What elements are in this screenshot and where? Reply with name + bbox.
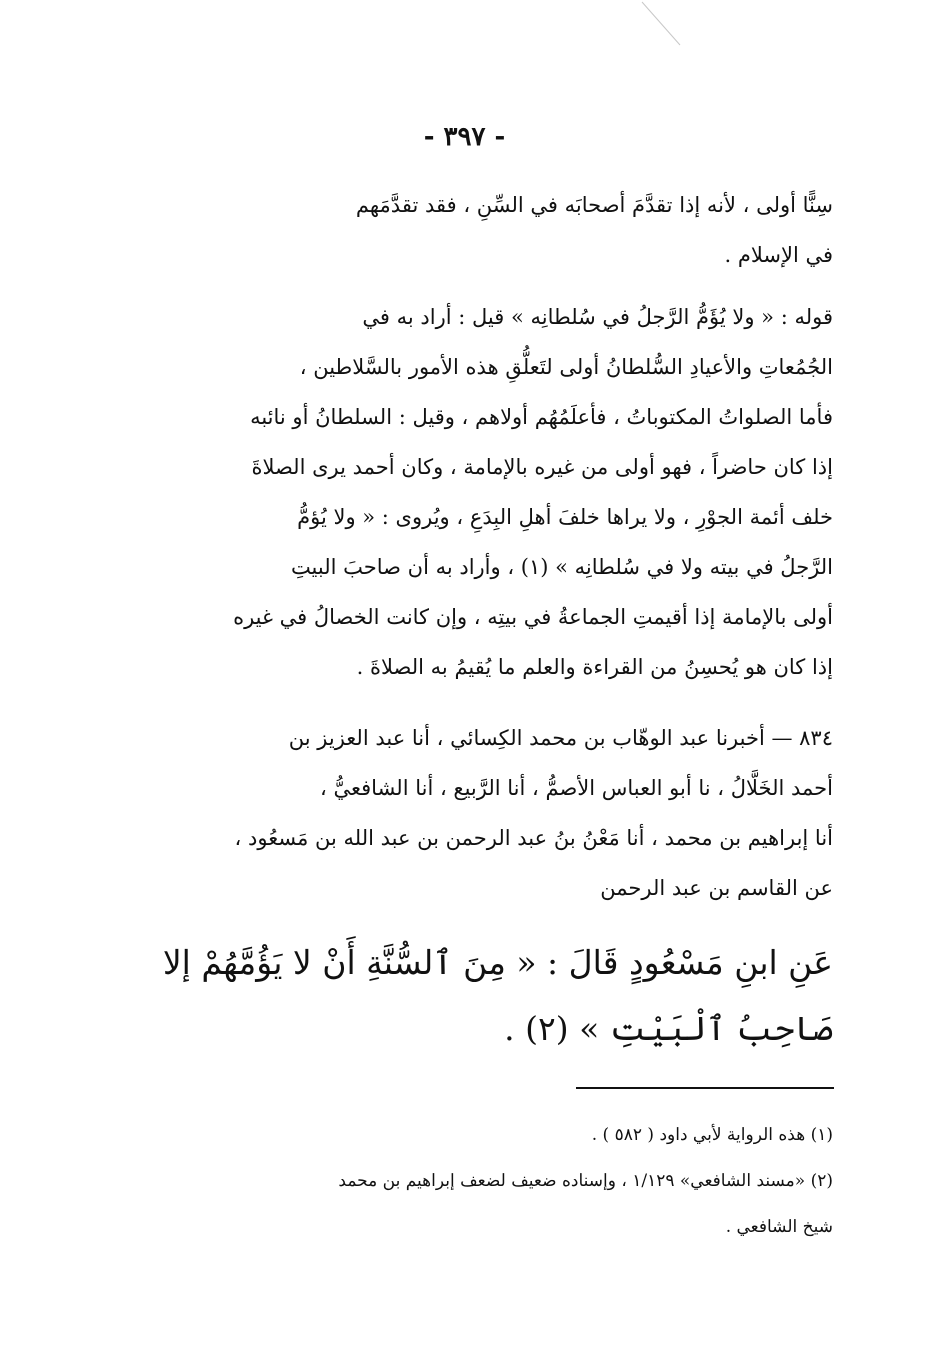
footnotes xyxy=(93,1112,833,1250)
text-line: الرَّجلُ في بيته ولا في سُلطانِه » (١) ، وأراد به أن صاحبَ البيتِ xyxy=(290,555,833,579)
text-line: أنا إبراهيم بن محمد ، أنا مَعْنُ بنُ عبد الرحمن بن عبد الله بن مَسعُود ، xyxy=(234,826,833,850)
footnote-line: شيخ الشافعي . xyxy=(725,1217,833,1237)
hadith-text xyxy=(93,930,833,1062)
footnote-divider xyxy=(576,1087,834,1089)
text-line: ٨٣٤ — أخبرنا عبد الوهّاب بن محمد الكِسائي ، أنا عبد العزيز بن xyxy=(288,726,833,750)
text-line: في الإسلام . xyxy=(724,243,833,267)
paragraph-1 xyxy=(93,180,833,280)
hadith-line: صَاحِبُ ٱلْبَيْتِ » (٢) . xyxy=(504,1009,833,1048)
paragraph-isnad xyxy=(93,713,833,913)
text-line: إذا كان هو يُحسِنُ من القراءة والعلم ما يُقيمُ به الصلاةَ . xyxy=(356,655,833,679)
text-line: خلف أئمة الجوْرِ ، ولا يراها خلفَ أهلِ البِدَعِ ، ويُروى : « ولا يُؤمُّ xyxy=(297,505,833,529)
text-line: عن القاسم بن عبد الرحمن xyxy=(600,876,833,900)
text-line: قوله : « ولا يُؤَمُّ الرَّجلُ في سُلطانِه » قيل : أراد به في xyxy=(362,305,833,329)
paragraph-2 xyxy=(93,292,833,692)
text-line: أحمد الخَلَّالُ ، نا أبو العباس الأصمُّ ، أنا الرَّبيع ، أنا الشافعيُّ ، xyxy=(320,776,833,800)
footnote-line: (١) هذه الرواية لأبي داود ( ٥٨٢ ) . xyxy=(591,1125,833,1145)
hadith-line: عَنِ ابنِ مَسْعُودٍ قَالَ : « مِنَ ٱلسُّنَّةِ أَنْ لا يَؤُمَّهُمْ إلا xyxy=(162,943,833,982)
text-line: الجُمُعاتِ والأعيادِ السُّلطانُ أولى لتَعلُّقِ هذه الأمور بالسَّلاطين ، xyxy=(299,355,833,379)
text-line: أولى بالإمامة إذا أقيمتِ الجماعةُ في بيتِه ، وإن كانت الخصالُ في غيره xyxy=(233,605,833,629)
scan-artifact-mark xyxy=(640,0,700,50)
text-line: إذا كان حاضراً ، فهو أولى من غيره بالإمامة ، وكان أحمد يرى الصلاةَ xyxy=(251,455,833,479)
footnote-line: (٢) «مسند الشافعي» ١/١٢٩ ، وإسناده ضعيف لضعف إبراهيم بن محمد xyxy=(338,1171,833,1191)
text-line: فأما الصلواتُ المكتوباتُ ، فأعلَمُهُم أولاهم ، وقيل : السلطانُ أو نائبه xyxy=(250,405,833,429)
page-number: - ٣٩٧ - xyxy=(423,122,506,152)
text-line: سِنًّا أولى ، لأنه إذا تقدَّمَ أصحابَه في السِّنِ ، فقد تقدَّمَهم xyxy=(355,193,833,217)
